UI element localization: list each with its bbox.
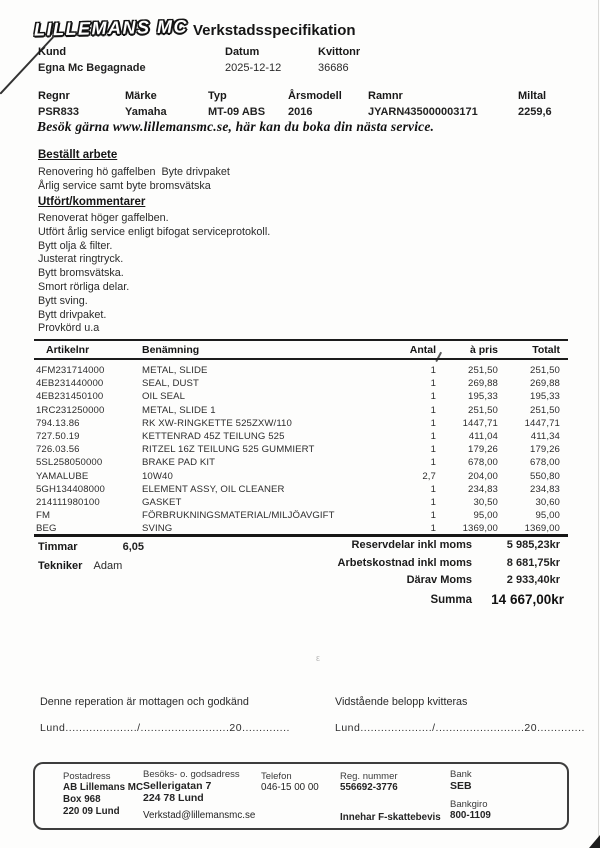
scan-edge-line [598,0,599,848]
cell-totalt: 195,33 [530,391,560,403]
header-benamning: Benämning [142,343,200,356]
postadress-line: AB Lillemans MC [63,782,144,793]
items-table [34,339,568,535]
cell-apris: 269,88 [468,378,498,390]
table-row [34,417,568,430]
kvittonr-value: 36686 [318,62,349,74]
ordered-work-line: Renovering hö gaffelben Byte drivpaket [38,166,230,178]
postadress-line: Box 968 [63,794,101,805]
cell-antal: 1 [430,444,436,456]
summary-left [38,541,144,579]
typ-value: MT-09 ABS [208,106,266,118]
scan-smudge: ε [316,653,321,663]
bankgiro-label: Bankgiro [450,799,488,810]
datum-value: 2025-12-12 [225,62,282,74]
table-bottom-rule [34,534,568,537]
signature-right-dateline: Lund...................../..........................20.............. [335,722,585,734]
cell-totalt: 179,26 [530,444,560,456]
cell-benamning: METAL, SLIDE [142,365,208,377]
regnummer-value: 556692-3776 [340,782,398,793]
table-row [34,390,568,403]
table-row [34,509,568,522]
cell-artikelnr: 1RC231250000 [36,404,105,416]
cell-antal: 1 [430,457,436,469]
summary-total-row [292,539,564,551]
cell-apris: 411,04 [468,431,498,443]
summary-total-value: 5 985,23kr [506,539,560,551]
items-table-header [34,339,568,360]
postadress-label: Postadress [63,771,111,782]
summary-total-label: Reservdelar inkl moms [351,539,472,551]
footer-box [33,762,569,830]
telefon-value: 046-15 00 00 [261,782,319,793]
besoksadress-line: 224 78 Lund [143,792,204,804]
cell-artikelnr: 5GH134408000 [36,483,105,495]
cell-artikelnr: 794.13.86 [36,417,80,429]
signature-right-title: Vidstående belopp kvitteras [335,696,468,708]
cell-apris: 204,00 [468,470,498,482]
cell-apris: 195,33 [468,391,498,403]
miltal-label: Miltal [518,90,547,102]
summary-total-row [292,557,564,569]
promo-line: Besök gärna www.lillemansmc.se, här kan du boka din nästa service. [37,119,435,134]
ordered-work-line: Årlig service samt byte bromsvätska [38,179,211,192]
cell-benamning: BRAKE PAD KIT [142,457,216,469]
cell-antal: 1 [430,391,436,403]
performed-work-line: Bytt bromsvätska. [38,267,124,280]
cell-artikelnr: FM [36,510,51,522]
besoksadress-line: Sellerigatan 7 [143,780,212,792]
cell-antal: 1 [430,496,436,508]
telefon-label: Telefon [261,771,292,782]
cell-antal: 1 [430,417,436,429]
bankgiro-value: 800-1109 [450,810,491,821]
cell-apris: 30,50 [473,496,498,508]
cell-totalt: 95,00 [535,510,560,522]
cell-totalt: 269,88 [530,378,560,390]
document-title: Verkstadsspecifikation [193,22,356,39]
performed-work-line: Renoverat höger gaffelben. [38,212,169,224]
cell-apris: 251,50 [468,365,498,377]
table-row [34,377,568,390]
header-apris: à pris [469,343,498,356]
regnr-value: PSR833 [38,106,79,118]
kvittonr-label: Kvittonr [318,46,361,58]
besoksadress-lines [143,780,255,804]
cell-totalt: 251,50 [530,404,560,416]
summa-label: Summa [430,593,472,606]
cell-totalt: 30,60 [535,496,560,508]
summa-row [292,592,564,607]
cell-benamning: FÖRBRUKNINGSMATERIAL/MILJÖAVGIFT [142,510,335,522]
table-row [34,404,568,417]
performed-work-line: Bytt drivpaket. [38,308,107,321]
tekniker-value: Adam [93,560,123,572]
performed-work-line: Justerat ringtryck. [38,253,124,266]
cell-benamning: METAL, SLIDE 1 [142,404,216,416]
cell-totalt: 411,34 [530,431,560,443]
cell-benamning: GASKET [142,496,182,508]
ordered-work-heading: Beställt arbete [38,149,118,161]
cell-antal: 1 [430,483,436,495]
cell-apris: 1369,00 [462,523,498,535]
regnr-label: Regnr [38,90,70,102]
footer-telefon [261,771,319,794]
table-row [34,430,568,443]
marke-value: Yamaha [125,106,167,118]
cell-apris: 251,50 [468,404,498,416]
cell-artikelnr: 727.50.19 [36,431,80,443]
cell-artikelnr: 726.03.56 [36,444,80,456]
kund-label: Kund [38,46,67,58]
summary-totals-rows [292,539,564,586]
cell-antal: 1 [430,378,436,390]
timmar-value: 6,05 [122,541,145,553]
performed-work-lines [38,212,270,336]
cell-artikelnr: 214111980100 [36,496,100,508]
cell-totalt: 234,83 [530,483,560,495]
summa-value: 14 667,00kr [491,591,564,607]
cell-artikelnr: 4EB231450100 [36,391,104,403]
cell-benamning: SEAL, DUST [142,378,199,390]
ordered-work-lines [38,166,230,194]
performed-work-line: Provkörd u.a [38,322,100,335]
postadress-line: 220 09 Lund [63,806,120,817]
miltal-value: 2259,6 [518,106,552,118]
summary-total-row [292,574,564,586]
cell-antal: 1 [430,365,436,377]
cell-artikelnr: 4FM231714000 [36,365,105,377]
ramnr-value: JYARN435000003171 [368,106,478,118]
besoksadress-label: Besöks- o. godsadress [143,769,240,780]
cell-antal: 1 [430,523,436,535]
scan-corner-mark [589,835,600,848]
performed-work-line: Bytt olja & filter. [38,239,113,252]
marke-label: Märke [125,90,157,102]
arsmodell-label: Årsmodell [288,90,342,102]
cell-antal: 2,7 [422,470,436,482]
table-row [34,483,568,496]
cell-benamning: SVING [142,523,173,535]
cell-apris: 234,83 [468,483,498,495]
cell-apris: 678,00 [468,457,498,469]
header-totalt: Totalt [532,343,560,356]
regnummer-label: Reg. nummer [340,771,398,782]
footer-regnummer [340,771,441,824]
performed-work-line: Bytt sving. [38,294,88,307]
cell-totalt: 1369,00 [524,523,560,535]
signature-left-title: Denne reperation är mottagen och godkänd [40,696,249,708]
signature-left-dateline: Lund...................../..........................20.............. [40,722,290,734]
cell-antal: 1 [430,404,436,416]
fskatt-text: Innehar F-skattebevis [340,812,441,823]
items-table-body [34,360,568,535]
datum-label: Datum [225,46,260,58]
cell-benamning: ELEMENT ASSY, OIL CLEANER [142,483,285,495]
postadress-lines [63,782,143,818]
footer-postadress [63,771,143,818]
table-row [34,470,568,483]
table-row [34,496,568,509]
summary-total-label: Därav Moms [406,574,472,586]
ramnr-label: Ramnr [368,90,403,102]
cell-totalt: 1447,71 [524,417,560,429]
table-row [34,443,568,456]
header-antal: Antal [409,343,436,356]
cell-totalt: 678,00 [530,457,560,469]
performed-work-line: Smort rörliga delar. [38,280,130,293]
cell-benamning: 10W40 [142,470,173,482]
summary-total-value: 2 933,40kr [506,574,560,586]
footer-bank [450,769,491,822]
footer-besoksadress [143,769,255,822]
cell-antal: 1 [430,510,436,522]
summary-total-value: 8 681,75kr [506,556,560,569]
cell-apris: 179,26 [468,444,498,456]
summary-total-label: Arbetskostnad inkl moms [337,556,472,569]
cell-benamning: KETTENRAD 45Z TEILUNG 525 [142,431,285,443]
timmar-label: Timmar [38,541,78,553]
performed-work-heading: Utfört/kommentarer [38,196,146,208]
arsmodell-value: 2016 [288,106,313,118]
summary-totals [292,539,564,607]
cell-benamning: RITZEL 16Z TEILUNG 525 GUMMIERT [142,444,315,456]
typ-label: Typ [208,90,227,102]
cell-apris: 1447,71 [462,417,498,429]
cell-artikelnr: 4EB231440000 [36,378,104,390]
table-row [34,364,568,377]
performed-work-line: Utfört årlig service enligt bifogat serviceprotokoll. [38,225,271,238]
timmar-row [38,541,144,553]
table-row [34,456,568,469]
footer-email: Verkstad@lillemansmc.se [143,810,256,821]
header-artikelnr: Artikelnr [46,343,90,356]
cell-apris: 95,00 [473,510,498,522]
lillemans-mc-logo: LILLEMANS MC [33,16,189,40]
cell-benamning: OIL SEAL [142,391,186,403]
cell-totalt: 550,80 [530,470,560,482]
bank-value: SEB [450,780,472,792]
cell-antal: 1 [430,431,436,443]
cell-totalt: 251,50 [530,365,560,377]
cell-artikelnr: BEG [36,523,57,535]
tekniker-label: Tekniker [38,560,83,572]
cell-artikelnr: 5SL258050000 [36,457,103,469]
kund-value: Egna Mc Begagnade [38,62,146,74]
tekniker-row [38,560,144,572]
bank-label: Bank [450,769,472,780]
cell-artikelnr: YAMALUBE [36,470,89,482]
cell-benamning: RK XW-RINGKETTE 525ZXW/110 [142,417,292,429]
